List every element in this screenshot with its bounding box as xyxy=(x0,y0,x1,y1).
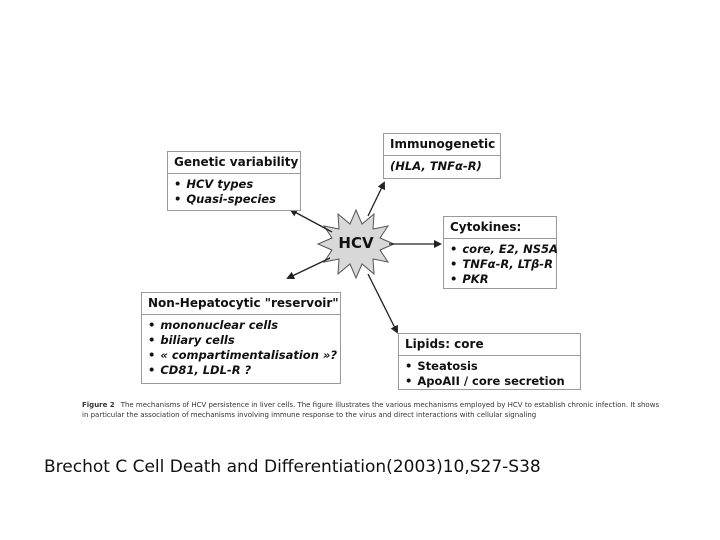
immunogenetic-item: (HLA, TNFα-R) xyxy=(390,159,482,173)
non-hepatocytic-item: • mononuclear cells xyxy=(148,318,334,333)
lipids-item: • ApoAII / core secretion xyxy=(405,374,574,389)
cytokines-item: • TNFα-R, LTβ-R xyxy=(450,257,550,272)
arrow-to-lipids xyxy=(368,274,397,332)
non-hepatocytic-item: • CD81, LDL-R ? xyxy=(148,363,334,378)
hcv-center-label: HCV xyxy=(338,234,374,252)
lipids-box xyxy=(398,333,581,390)
arrow-to-immunogenetic xyxy=(368,183,384,216)
genetic-variability-box xyxy=(167,151,301,211)
cytokines-title: Cytokines: xyxy=(444,220,556,239)
cytokines-item: • PKR xyxy=(450,272,550,287)
non-hepatocytic-item: • biliary cells xyxy=(148,333,334,348)
genetic-variability-item: • Quasi-species xyxy=(174,192,294,207)
non-hepatocytic-title: Non-Hepatocytic "reservoir" xyxy=(142,296,340,315)
cytokines-item: • core, E2, NS5A xyxy=(450,242,550,257)
figure-caption-text: The mechanisms of HCV persistence in liver cells. The figure illustrates the various mechanisms employed by HCV to establish chronic infection. It shows in particular the association of mechanisms involving immune response to the virus and direct interactions with cellular signaling xyxy=(82,401,660,419)
genetic-variability-item: • HCV types xyxy=(174,177,294,192)
citation-text: Brechot C Cell Death and Differentiation(2003)10,S27-S38 xyxy=(44,457,541,477)
arrow-to-genetic-variability xyxy=(291,210,332,232)
immunogenetic-box xyxy=(383,133,501,179)
lipids-title: Lipids: core xyxy=(399,337,580,356)
arrow-to-non-hepatocytic xyxy=(288,258,330,278)
lipids-item: • Steatosis xyxy=(405,359,574,374)
non-hepatocytic-reservoir-box xyxy=(141,292,341,384)
immunogenetic-title: Immunogenetic xyxy=(384,137,500,156)
cytokines-box xyxy=(443,216,557,289)
figure-caption-label: Figure 2 xyxy=(82,401,115,409)
figure-caption xyxy=(82,400,662,420)
genetic-variability-title: Genetic variability xyxy=(168,155,300,174)
non-hepatocytic-item: • « compartimentalisation »? xyxy=(148,348,334,363)
